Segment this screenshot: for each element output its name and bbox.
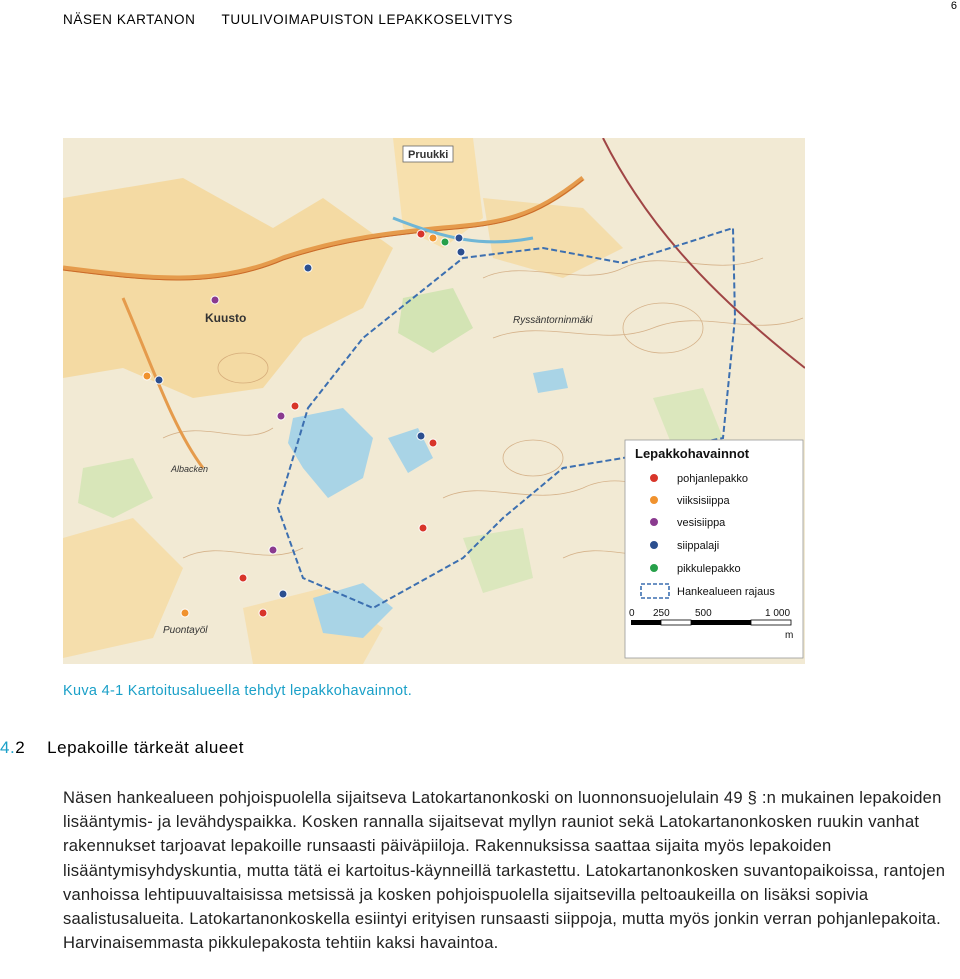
scale-unit: m bbox=[785, 630, 794, 641]
section-heading bbox=[0, 738, 244, 758]
body-paragraph: Näsen hankealueen pohjoispuolella sijaitseva Latokartanonkoski on luonnonsuojelulain 49 § :n mukainen lepakoiden lisääntymis- ja levähdyspaikka. Kosken rannalla sijaitsevat myllyn rauniot sekä Latokartanonkosken ruukin vanhat rakennukset tarjoavat lepakoille runsaasti päiväpiiloja. Rakennuksissa saattaa sijaita myös lepakoiden lisääntymisyhdyskuntia, mutta tätä ei kartoitus-käynneillä tarkastettu. Latokartanonkosken suvantopaikoissa, rantojen vanhoissa lehtipuuvaltaisissa metsissä ja kosken pohjoispuolella sijaitsevilla peltoaukeilla on lisäksi sopivia saalistusalueita. Latokartanonkoskella esiintyi erityisen runsaasti siippoja, mutta myös jonkin verran pohjanlepakoita. Harvinaisemmasta pikkulepakosta tehtiin kaksi havaintoa. bbox=[63, 788, 946, 953]
page-number: 6 bbox=[950, 0, 957, 12]
scale-label-1000: 1 000 bbox=[765, 608, 791, 619]
place-label-ryssantorninmaki: Ryssäntorninmäki bbox=[513, 315, 593, 326]
scale-label-0: 0 bbox=[629, 608, 635, 619]
legend-label-siippalaji: siippalaji bbox=[677, 540, 720, 552]
legend-label-vesisiippa: vesisiippa bbox=[677, 517, 726, 529]
map-legend bbox=[625, 440, 803, 658]
header-title-part1: NÄSEN KARTANON bbox=[63, 12, 196, 27]
legend-label-boundary: Hankealueen rajaus bbox=[677, 586, 775, 598]
bat-observation-map bbox=[63, 138, 805, 664]
section-number-part-a: 4. bbox=[0, 738, 16, 757]
section-title: Lepakoille tärkeät alueet bbox=[47, 738, 244, 757]
place-label-pruukki: Pruukki bbox=[408, 149, 449, 161]
place-label-albacken: Albacken bbox=[171, 464, 209, 474]
legend-label-pohjanlepakko: pohjanlepakko bbox=[677, 473, 748, 485]
scale-label-500: 500 bbox=[695, 608, 712, 619]
header-title-part2: TUULIVOIMAPUISTON LEPAKKOSELVITYS bbox=[221, 12, 513, 27]
page-header bbox=[63, 12, 535, 27]
place-label-kuusto: Kuusto bbox=[205, 311, 247, 325]
legend-label-pikkulepakko: pikkulepakko bbox=[677, 563, 741, 575]
legend-label-viiksisiippa: viiksisiippa bbox=[677, 495, 730, 507]
place-label-puontayol: Puontayöl bbox=[163, 625, 208, 636]
scale-label-250: 250 bbox=[653, 608, 670, 619]
figure-caption: Kuva 4-1 Kartoitusalueella tehdyt lepakkohavainnot. bbox=[63, 683, 413, 699]
section-number-part-b: 2 bbox=[15, 738, 26, 757]
map-svg bbox=[63, 138, 805, 664]
legend-title: Lepakkohavainnot bbox=[635, 446, 750, 461]
